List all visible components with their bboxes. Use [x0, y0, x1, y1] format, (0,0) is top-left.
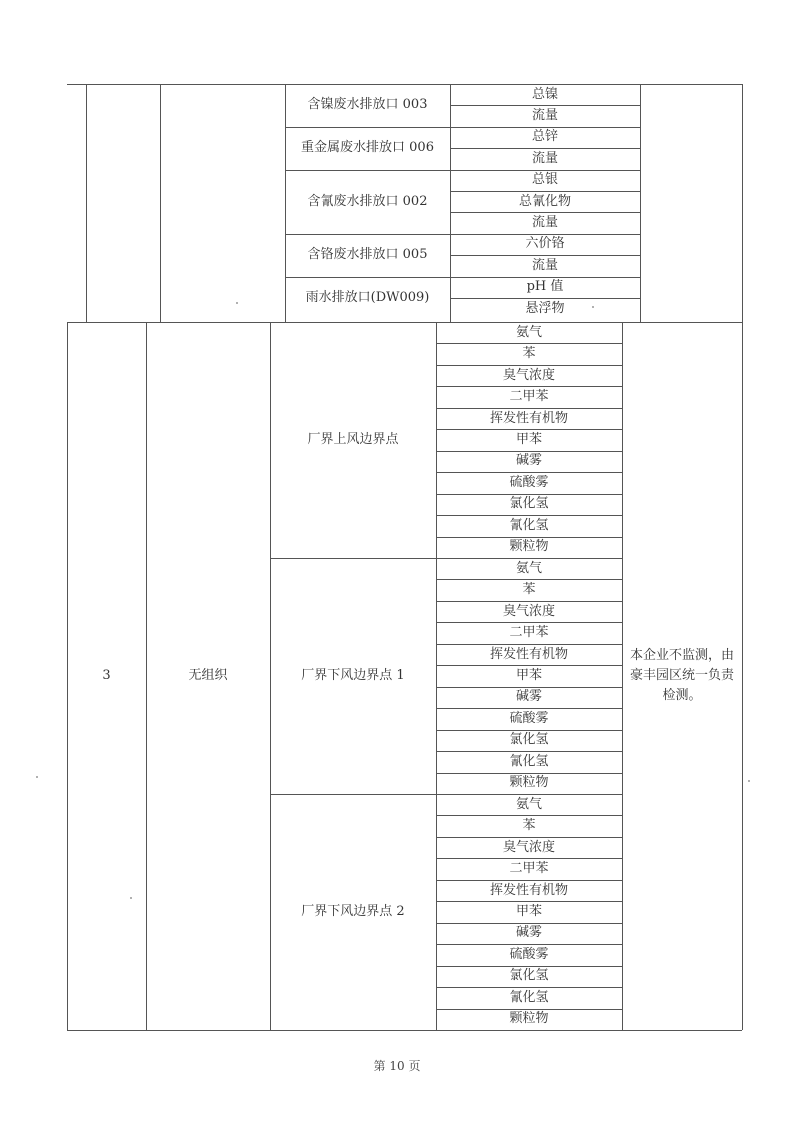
param-rule: [436, 901, 622, 902]
param-rule: [436, 773, 622, 774]
parameter-cell: 颗粒物: [509, 775, 549, 791]
parameter-cell: 氯化氢: [509, 732, 549, 748]
parameter-cell: 硫酸雾: [509, 710, 549, 726]
param-rule: [436, 708, 622, 709]
param-rule: [436, 408, 622, 409]
scan-speck: [592, 306, 594, 308]
param-rule: [436, 537, 622, 538]
param-rule: [436, 494, 622, 495]
parameter-cell: 臭气浓度: [502, 367, 555, 383]
parameter-cell: 流量: [531, 150, 558, 166]
col-rule: [436, 322, 437, 1030]
outlet-name: 雨水排放口(DW009): [305, 289, 430, 305]
emission-type: 无组织: [188, 668, 228, 683]
param-rule: [450, 255, 640, 256]
col-rule: [86, 84, 87, 322]
param-rule: [436, 601, 622, 602]
outlet-name: 含氰废水排放口 002: [307, 193, 428, 209]
parameter-cell: 六价铬: [525, 236, 565, 252]
parameter-cell: 臭气浓度: [502, 603, 555, 619]
parameter-cell: 挥发性有机物: [489, 410, 568, 426]
parameter-cell: 氰化氢: [509, 989, 549, 1005]
parameter-cell: 悬浮物: [525, 300, 565, 316]
parameter-cell: 氰化氢: [509, 753, 549, 769]
scan-speck: [36, 776, 38, 778]
parameter-cell: 流量: [531, 108, 558, 124]
param-rule: [436, 751, 622, 752]
monitoring-point-name: 厂界下风边界点 1: [301, 668, 405, 683]
table-bottom-rule: [67, 1030, 742, 1031]
parameter-cell: 二甲苯: [509, 389, 549, 405]
param-rule: [436, 343, 622, 344]
outlet-name: 含镍废水排放口 003: [307, 97, 428, 113]
parameter-cell: 硫酸雾: [509, 474, 549, 490]
monitoring-note: 本企业不监测，由豪丰园区统一负责检测。: [630, 648, 735, 703]
parameter-cell: 碱雾: [515, 453, 542, 469]
param-rule: [436, 451, 622, 452]
parameter-cell: 甲苯: [515, 431, 542, 447]
param-rule: [436, 944, 622, 945]
param-rule: [436, 1009, 622, 1010]
param-rule: [436, 365, 622, 366]
parameter-cell: 甲苯: [515, 667, 542, 683]
scan-speck: [130, 897, 132, 899]
parameter-cell: 苯: [522, 346, 536, 362]
parameter-cell: 氰化氢: [509, 517, 549, 533]
scan-speck: [236, 302, 238, 304]
outlet-name: 含铬废水排放口 005: [307, 247, 428, 263]
param-rule: [436, 687, 622, 688]
parameter-cell: 苯: [522, 582, 536, 598]
param-rule: [436, 644, 622, 645]
page-number: 第 10 页: [373, 1059, 421, 1073]
parameter-cell: 二甲苯: [509, 625, 549, 641]
parameter-cell: 碱雾: [515, 925, 542, 941]
param-rule: [436, 966, 622, 967]
parameter-cell: 苯: [522, 818, 536, 834]
param-rule: [436, 472, 622, 473]
param-rule: [436, 665, 622, 666]
parameter-cell: 总银: [531, 172, 558, 188]
parameter-cell: 氨气: [515, 796, 542, 812]
parameter-cell: 流量: [531, 215, 558, 231]
parameter-cell: 总镍: [531, 86, 558, 102]
parameter-cell: 总锌: [531, 129, 558, 145]
parameter-cell: 氨气: [515, 560, 542, 576]
monitoring-point-name: 厂界下风边界点 2: [301, 904, 405, 919]
param-rule: [450, 298, 640, 299]
outlet-name: 重金属废水排放口 006: [301, 140, 434, 156]
col-rule: [270, 322, 271, 1030]
param-rule: [436, 858, 622, 859]
row-number: 3: [102, 668, 111, 683]
param-rule: [436, 386, 622, 387]
parameter-cell: 流量: [531, 257, 558, 273]
param-rule: [436, 987, 622, 988]
param-rule: [436, 880, 622, 881]
parameter-cell: 总氰化物: [518, 193, 571, 209]
col-rule: [160, 84, 161, 322]
parameter-cell: 颗粒物: [509, 1011, 549, 1027]
col-rule: [742, 322, 743, 1030]
param-rule: [436, 923, 622, 924]
parameter-cell: 氯化氢: [509, 968, 549, 984]
param-rule: [450, 191, 640, 192]
col-rule: [450, 84, 451, 322]
parameter-cell: 硫酸雾: [509, 946, 549, 962]
parameter-cell: 臭气浓度: [502, 839, 555, 855]
parameter-cell: pH 值: [526, 279, 564, 295]
monitoring-point-name: 厂界上风边界点: [307, 432, 399, 447]
col-rule: [640, 84, 641, 322]
param-rule: [450, 105, 640, 106]
parameter-cell: 氨气: [515, 324, 542, 340]
col-rule: [742, 84, 743, 322]
col-rule: [67, 322, 68, 1030]
col-rule: [622, 322, 623, 1030]
parameter-cell: 挥发性有机物: [489, 882, 568, 898]
param-rule: [450, 148, 640, 149]
col-rule: [146, 322, 147, 1030]
param-rule: [436, 730, 622, 731]
param-rule: [450, 212, 640, 213]
parameter-cell: 氯化氢: [509, 496, 549, 512]
col-rule: [285, 84, 286, 322]
param-rule: [436, 579, 622, 580]
parameter-cell: 甲苯: [515, 903, 542, 919]
param-rule: [436, 515, 622, 516]
param-rule: [436, 429, 622, 430]
param-rule: [436, 622, 622, 623]
parameter-cell: 二甲苯: [509, 861, 549, 877]
parameter-cell: 挥发性有机物: [489, 646, 568, 662]
parameter-cell: 碱雾: [515, 689, 542, 705]
parameter-cell: 颗粒物: [509, 539, 549, 555]
param-rule: [436, 815, 622, 816]
param-rule: [436, 837, 622, 838]
scan-speck: [748, 780, 750, 782]
